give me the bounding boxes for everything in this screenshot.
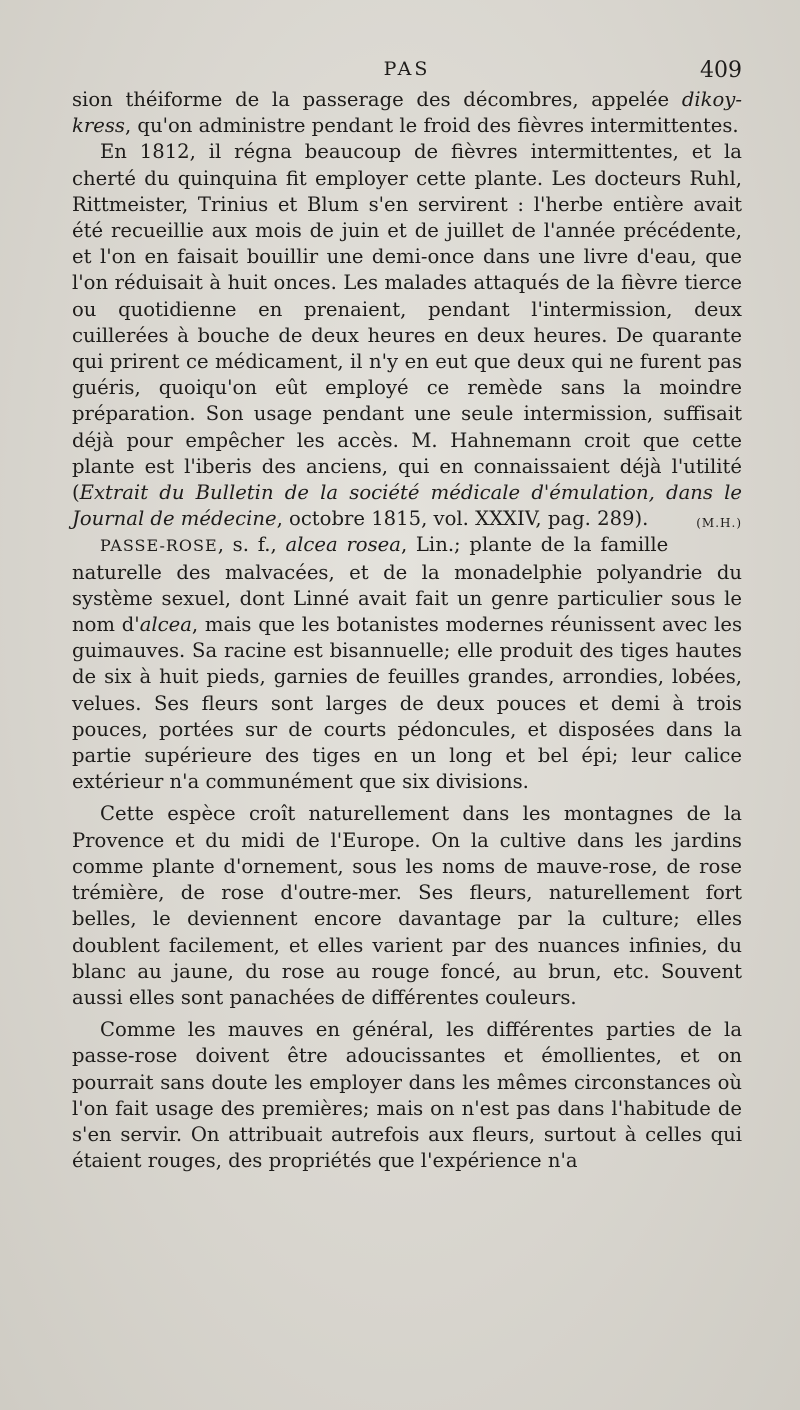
text-run: , qu'on administre pendant le froid des fièvres intermittentes.	[124, 114, 739, 138]
italic-run: Extrait du Bulletin de la société médicale d'émulation, dans le Journal de médecine	[72, 481, 742, 531]
running-head: PAS	[383, 58, 431, 80]
author-signature: (M.H.)	[696, 516, 742, 531]
paragraph-passe-rose-properties	[72, 1017, 742, 1174]
italic-run: dikoy-kress	[72, 88, 742, 138]
paragraph-ibéris-usage	[72, 139, 742, 532]
text-run: , mais que les botanistes modernes réunissent avec les guimauves. Sa racine est bisannuelle; elle produit des tiges hautes de six à huit pieds, garnies de feuilles grandes, arrondies, lobées, velues. Ses fleurs sont larges de deux pouces et demi à trois pouces, portées sur de courts pédoncules, et disposées dans la partie supérieure des tiges en un long et bel épi; leur calice extérieur n'a communément que six divisions.	[72, 613, 742, 794]
paragraph-passe-rose-habitat	[72, 801, 742, 1011]
text-run: En 1812, il régna beaucoup de fièvres intermittentes, et la cherté du quinquina fit employer cette plante. Les docteurs Ruhl, Rittmeister, Trinius et Blum s'en servirent : l'herbe entière avait été recueillie aux mois de juin et de juillet de l'année précédente, et l'on en faisait bouillir une demi-once dans une livre d'eau, que l'on réduisait à huit onces. Les malades attaqués de la fièvre tierce ou quotidienne en prenaient, pendant l'intermission, deux cuillerées à bouche de deux heures en deux heures. De quarante qui prirent ce médicament, il n'y en eut que deux qui ne furent pas guéris, quoiqu'on eût employé ce remède sans la moindre préparation. Son usage pendant une seule intermission, suffisait déjà pour empêcher les accès. M. Hahnemann croit que cette plante est l'iberis des anciens, qui en connaissaient déjà l'utilité (	[72, 140, 742, 505]
body-text	[72, 87, 742, 1174]
paragraph-passe-rose-entry	[72, 532, 742, 795]
italic-run: alcea	[139, 613, 192, 637]
paragraph-continuation	[72, 87, 742, 139]
page-number: 409	[700, 58, 742, 83]
text-run: sion théiforme de la passerage des décombres, appelée	[72, 88, 682, 111]
text-run: Comme les mauves en général, les différentes parties de la passe-rose doivent être adoucissantes et émollientes, et on pourrait sans doute les employer dans les mêmes circonstances où l'on fait usage des premières; mais on n'est pas dans l'habitude de s'en servir. On attribuait autrefois aux fleurs, surtout à celles qui étaient rouges, des propriétés que l'expérience n'a	[72, 1018, 742, 1173]
headword: PASSE-ROSE	[100, 536, 218, 556]
text-run: , Lin.; plante de la famille naturelle des malvacées, et de la monadelphie polyandrie du système sexuel, dont Linné avait fait un genre particulier sous le nom d'	[72, 533, 742, 637]
text-run: , s. f.,	[217, 533, 286, 557]
italic-run: alcea rosea	[285, 533, 401, 557]
text-run: Cette espèce croît naturellement dans les montagnes de la Provence et du midi de l'Europe. On la cultive dans les jardins comme plante d'ornement, sous les noms de mauve-rose, de rose trémière, de rose d'outre-mer. Ses fleurs, naturellement fort belles, le deviennent encore davantage par la culture; elles doublent facilement, et elles varient par des nuances infinies, du blanc au jaune, du rose au rouge foncé, au brun, etc. Souvent aussi elles sont panachées de différentes couleurs.	[72, 802, 742, 1009]
text-run: , octobre 1815, vol. XXXIV, pag. 289).	[276, 507, 649, 531]
